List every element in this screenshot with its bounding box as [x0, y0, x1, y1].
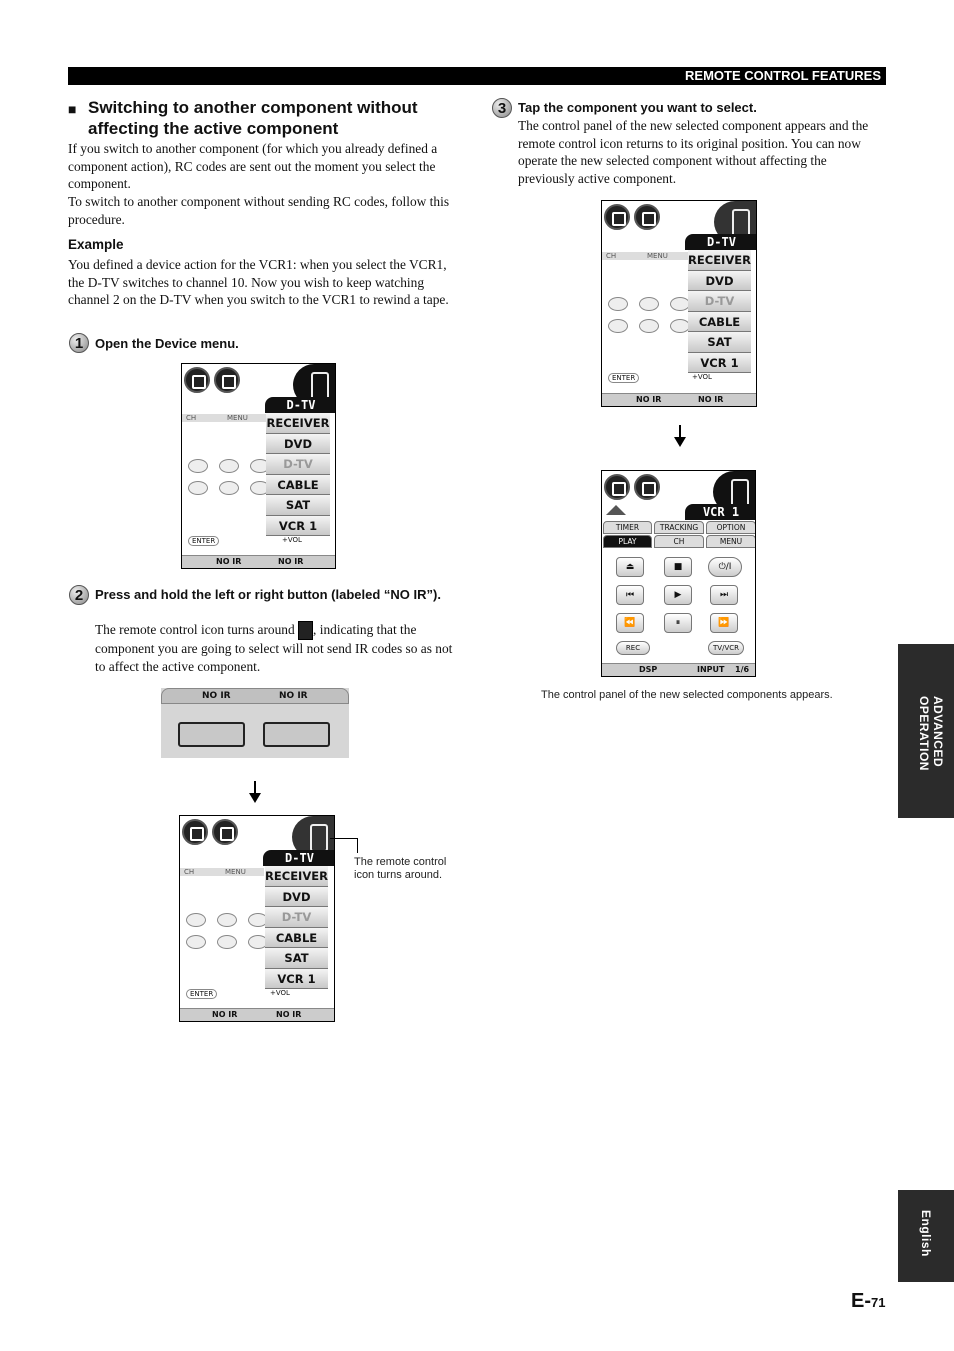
menu-item-receiver[interactable]: RECEIVER — [265, 866, 328, 887]
menu-item-dtv[interactable]: D-TV — [266, 454, 330, 475]
menu-item-vcr1[interactable]: VCR 1 — [265, 969, 328, 990]
list-icon — [604, 204, 630, 230]
vol-label: +VOL — [692, 373, 712, 381]
tab-menu: MENU — [227, 414, 248, 422]
page-number — [851, 1290, 885, 1313]
yamaha-logo-icon — [214, 367, 240, 393]
menu-item-dvd[interactable]: DVD — [266, 434, 330, 455]
menu-item-receiver[interactable]: RECEIVER — [266, 413, 330, 434]
no-ir-right-button[interactable] — [263, 722, 330, 747]
no-ir-right[interactable]: NO IR — [698, 395, 724, 404]
skip-back-icon[interactable]: ⏮ — [616, 585, 644, 605]
menu-item-cable[interactable]: CABLE — [688, 312, 751, 333]
enter-button[interactable]: ENTER — [186, 989, 217, 999]
vcr-control-screen — [601, 470, 756, 677]
tab-timer[interactable]: TIMER — [603, 521, 652, 534]
power-button[interactable]: ⏻/I — [708, 557, 742, 577]
step-2-text-b: , indicating that the component you are going to select will not send IR codes so as not to affect the active component. — [95, 622, 453, 674]
fast-forward-icon[interactable]: ⏩ — [710, 613, 738, 633]
device-menu — [266, 413, 330, 536]
menu-item-dtv[interactable]: D-TV — [688, 291, 751, 312]
side-tab-language-label: English — [919, 1210, 933, 1257]
section-header: REMOTE CONTROL FEATURES — [685, 68, 881, 83]
menu-item-vcr1[interactable]: VCR 1 — [688, 353, 751, 374]
example-text: You defined a device action for the VCR1: when you select the VCR1, the D-TV switches to channel 10. Now you wish to keep watching channel 2 on the D-TV when you switch to the VCR1 to rewind a tape. — [68, 257, 449, 307]
menu-item-cable[interactable]: CABLE — [266, 475, 330, 496]
step-2-badge: 2 — [69, 585, 89, 605]
no-ir-left-button[interactable] — [178, 722, 245, 747]
device-name: VCR 1 — [685, 504, 756, 520]
bottom-bar — [180, 1008, 334, 1021]
rewind-icon[interactable]: ⏪ — [616, 613, 644, 633]
device-menu — [265, 866, 328, 989]
intro-paragraph-2: To switch to another component without sending RC codes, follow this procedure. — [68, 194, 450, 227]
device-menu-screen-3 — [601, 200, 757, 407]
input-button[interactable]: INPUT — [697, 665, 725, 674]
device-menu-screen-1 — [181, 363, 336, 569]
callout-line — [330, 838, 358, 853]
no-ir-buttons-panel — [161, 688, 349, 758]
bottom-bar — [602, 393, 756, 406]
number-pad — [186, 913, 270, 949]
page-prefix: E- — [851, 1290, 871, 1312]
skip-forward-icon[interactable]: ⏭ — [710, 585, 738, 605]
example-heading: Example — [68, 237, 124, 252]
no-ir-bar — [161, 688, 349, 704]
step-1-badge: 1 — [69, 333, 89, 353]
tab-ch: CH — [184, 868, 195, 876]
up-arrow-icon[interactable] — [606, 505, 626, 515]
rec-button[interactable]: REC — [616, 641, 650, 655]
no-ir-right[interactable]: NO IR — [278, 557, 304, 566]
yamaha-logo-icon — [634, 204, 660, 230]
side-tab-advanced-operation — [898, 644, 954, 818]
tab-menu: MENU — [225, 868, 246, 876]
no-ir-right-label: NO IR — [279, 691, 308, 701]
section-title: Switching to another component without affecting the active component — [88, 98, 418, 138]
step-2-text-a: The remote control icon turns around — [95, 622, 299, 637]
tab-play[interactable]: PLAY — [603, 535, 652, 548]
menu-item-cable[interactable]: CABLE — [265, 928, 328, 949]
device-name: D-TV — [685, 234, 757, 250]
menu-item-dvd[interactable]: DVD — [688, 271, 751, 292]
list-icon — [184, 367, 210, 393]
stop-icon[interactable]: ■ — [664, 557, 692, 577]
device-menu-screen-2 — [179, 815, 335, 1022]
menu-item-dtv[interactable]: D-TV — [265, 907, 328, 928]
dsp-button[interactable]: DSP — [639, 665, 658, 674]
tab-ch: CH — [186, 414, 197, 422]
device-name: D-TV — [265, 397, 336, 413]
side-tab-label: ADVANCED OPERATION — [917, 696, 945, 771]
no-ir-left[interactable]: NO IR — [212, 1010, 238, 1019]
section-heading — [68, 97, 468, 139]
tab-option[interactable]: OPTION — [706, 521, 756, 534]
menu-item-sat[interactable]: SAT — [266, 495, 330, 516]
bottom-bar — [602, 663, 755, 676]
device-menu — [688, 250, 751, 373]
yamaha-logo-icon — [634, 474, 660, 500]
page-indicator: 1/6 — [735, 665, 750, 674]
intro-paragraph-1: If you switch to another component (for which you already defined a component action), RC codes are sent out the moment you select the component. — [68, 141, 438, 191]
menu-item-dvd[interactable]: DVD — [265, 887, 328, 908]
number-pad — [608, 297, 692, 333]
menu-item-sat[interactable]: SAT — [688, 332, 751, 353]
list-icon — [182, 819, 208, 845]
list-icon — [604, 474, 630, 500]
no-ir-left-label: NO IR — [202, 691, 231, 701]
vol-label: +VOL — [270, 989, 290, 997]
step-2-title: Press and hold the left or right button (labeled “NO IR”). — [95, 587, 441, 602]
tab-tracking[interactable]: TRACKING — [654, 521, 704, 534]
no-ir-left[interactable]: NO IR — [636, 395, 662, 404]
play-icon[interactable]: ▶ — [664, 585, 692, 605]
enter-button[interactable]: ENTER — [188, 536, 219, 546]
step-2-text — [95, 621, 461, 675]
tv-vcr-button[interactable]: TV/VCR — [708, 641, 744, 655]
tab-ch[interactable]: CH — [654, 535, 704, 548]
menu-item-sat[interactable]: SAT — [265, 948, 328, 969]
no-ir-right[interactable]: NO IR — [276, 1010, 302, 1019]
menu-item-receiver[interactable]: RECEIVER — [688, 250, 751, 271]
side-tab-english — [898, 1190, 954, 1282]
enter-button[interactable]: ENTER — [608, 373, 639, 383]
caption-icon-turns: The remote control icon turns around. — [354, 856, 447, 881]
eject-icon[interactable]: ⏏ — [616, 557, 644, 577]
menu-item-vcr1[interactable]: VCR 1 — [266, 516, 330, 537]
turned-remote-icon — [298, 621, 313, 640]
bottom-bar — [182, 555, 335, 568]
step-3-badge: 3 — [492, 98, 512, 118]
down-arrow-2 — [679, 425, 681, 445]
step-3-title: Tap the component you want to select. — [518, 100, 757, 115]
caption-panel-appears: The control panel of the new selected components appears. — [541, 689, 833, 701]
section-header-bar — [68, 67, 886, 85]
number-pad — [188, 459, 272, 495]
yamaha-logo-icon — [212, 819, 238, 845]
no-ir-left[interactable]: NO IR — [216, 557, 242, 566]
tab-ch: CH — [606, 252, 617, 260]
tab-menu: MENU — [647, 252, 668, 260]
vol-label: +VOL — [282, 536, 302, 544]
tab-menu[interactable]: MENU — [706, 535, 756, 548]
down-arrow-1 — [254, 781, 256, 801]
step-3-text: The control panel of the new selected component appears and the remote control icon returns to its original position. You can now operate the new selected component without affecting the previously active component. — [518, 118, 869, 186]
page-number-value: 71 — [871, 1295, 886, 1310]
pause-icon[interactable]: ⏸ — [664, 613, 692, 633]
step-1-title: Open the Device menu. — [95, 336, 239, 351]
device-name: D-TV — [263, 850, 335, 866]
section-marker: ■ — [68, 101, 77, 117]
